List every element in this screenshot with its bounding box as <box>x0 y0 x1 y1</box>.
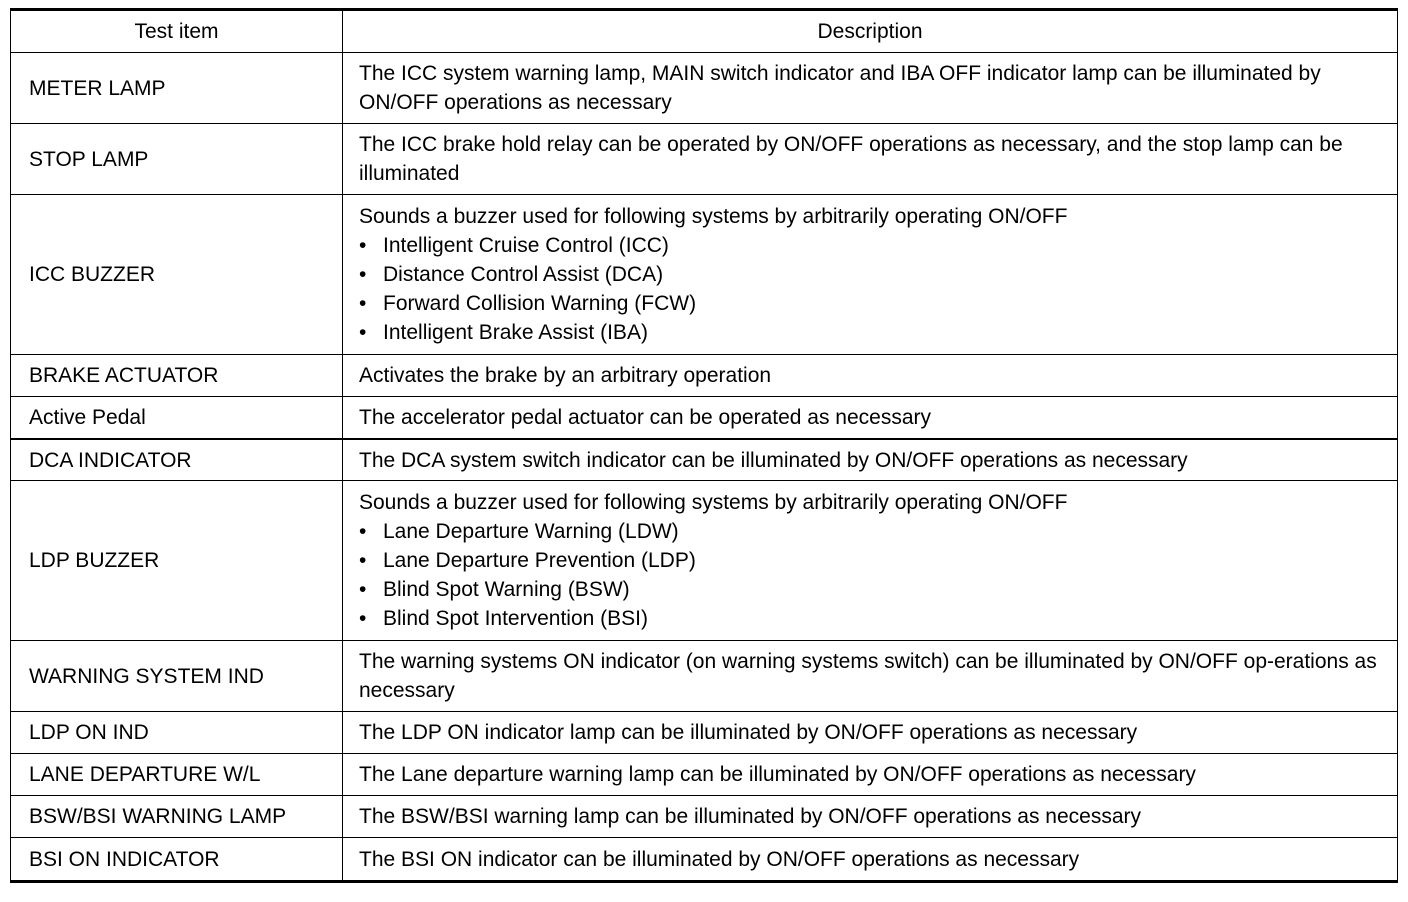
table-row-ldp-buzzer <box>11 481 1398 641</box>
test-item-cell: METER LAMP <box>11 53 343 124</box>
bullet-item <box>359 546 1387 575</box>
bullet-item <box>359 517 1387 546</box>
table-row-ldp-on-ind <box>11 712 1398 754</box>
bullet-text: Forward Collision Warning (FCW) <box>383 292 697 315</box>
description-cell: The BSW/BSI warning lamp can be illuminated by ON/OFF operations as necessary <box>343 796 1398 838</box>
description-text: Sounds a buzzer used for following systems by arbitrarily operating ON/OFF <box>359 205 1068 228</box>
test-item-cell: BRAKE ACTUATOR <box>11 355 343 397</box>
table-row-icc-buzzer <box>11 195 1398 355</box>
header-test-item: Test item <box>11 10 343 53</box>
description-cell: The DCA system switch indicator can be illuminated by ON/OFF operations as necessary <box>343 439 1398 481</box>
bullet-text: Blind Spot Intervention (BSI) <box>383 607 648 630</box>
bullet-item <box>359 231 1387 260</box>
description-cell: The ICC system warning lamp, MAIN switch indicator and IBA OFF indicator lamp can be illuminated by ON/OFF operations as necessary <box>343 53 1398 124</box>
bullet-item <box>359 604 1387 633</box>
description-cell: The LDP ON indicator lamp can be illuminated by ON/OFF operations as necessary <box>343 712 1398 754</box>
test-item-cell: ICC BUZZER <box>11 195 343 355</box>
bullet-icon: • <box>359 578 367 601</box>
bullet-icon: • <box>359 607 367 630</box>
bullet-text: Distance Control Assist (DCA) <box>383 263 664 286</box>
description-cell: The Lane departure warning lamp can be illuminated by ON/OFF operations as necessary <box>343 754 1398 796</box>
bullet-item <box>359 289 1387 318</box>
header-description: Description <box>343 10 1398 53</box>
table-row-bsi-on-indicator <box>11 838 1398 882</box>
test-item-cell: LDP ON IND <box>11 712 343 754</box>
test-item-cell: Active Pedal <box>11 397 343 440</box>
test-item-cell: BSW/BSI WARNING LAMP <box>11 796 343 838</box>
description-cell <box>343 195 1398 355</box>
description-cell: The accelerator pedal actuator can be operated as necessary <box>343 397 1398 440</box>
bullet-icon: • <box>359 520 367 543</box>
description-cell <box>343 481 1398 641</box>
bullet-icon: • <box>359 549 367 572</box>
description-cell: The ICC brake hold relay can be operated by ON/OFF operations as necessary, and the stop lamp can be illuminated <box>343 124 1398 195</box>
bullet-icon: • <box>359 321 367 344</box>
test-item-cell: LANE DEPARTURE W/L <box>11 754 343 796</box>
table-row-stop-lamp <box>11 124 1398 195</box>
table-row-brake-actuator <box>11 355 1398 397</box>
table-row-dca-indicator <box>11 439 1398 481</box>
description-cell: The BSI ON indicator can be illuminated by ON/OFF operations as necessary <box>343 838 1398 882</box>
bullet-text: Lane Departure Prevention (LDP) <box>383 549 696 572</box>
test-item-cell: WARNING SYSTEM IND <box>11 641 343 712</box>
test-item-cell: BSI ON INDICATOR <box>11 838 343 882</box>
description-text: Sounds a buzzer used for following systems by arbitrarily operating ON/OFF <box>359 491 1068 514</box>
test-item-cell: DCA INDICATOR <box>11 439 343 481</box>
description-cell: The warning systems ON indicator (on warning systems switch) can be illuminated by ON/OFF op-erations as necessary <box>343 641 1398 712</box>
table-row-bsw-bsi-warning-lamp <box>11 796 1398 838</box>
bullet-item <box>359 318 1387 347</box>
bullet-text: Intelligent Brake Assist (IBA) <box>383 321 648 344</box>
bullet-text: Intelligent Cruise Control (ICC) <box>383 234 669 257</box>
bullet-icon: • <box>359 292 367 315</box>
description-cell: Activates the brake by an arbitrary operation <box>343 355 1398 397</box>
test-item-cell: LDP BUZZER <box>11 481 343 641</box>
table-row-warning-system-ind <box>11 641 1398 712</box>
table-header-row <box>11 10 1398 53</box>
bullet-icon: • <box>359 234 367 257</box>
bullet-text: Lane Departure Warning (LDW) <box>383 520 679 543</box>
bullet-icon: • <box>359 263 367 286</box>
table-row-meter-lamp <box>11 53 1398 124</box>
test-item-cell: STOP LAMP <box>11 124 343 195</box>
bullet-text: Blind Spot Warning (BSW) <box>383 578 630 601</box>
test-item-table <box>10 8 1398 883</box>
table-row-active-pedal <box>11 397 1398 440</box>
table-row-lane-departure-wl <box>11 754 1398 796</box>
bullet-item <box>359 575 1387 604</box>
bullet-item <box>359 260 1387 289</box>
